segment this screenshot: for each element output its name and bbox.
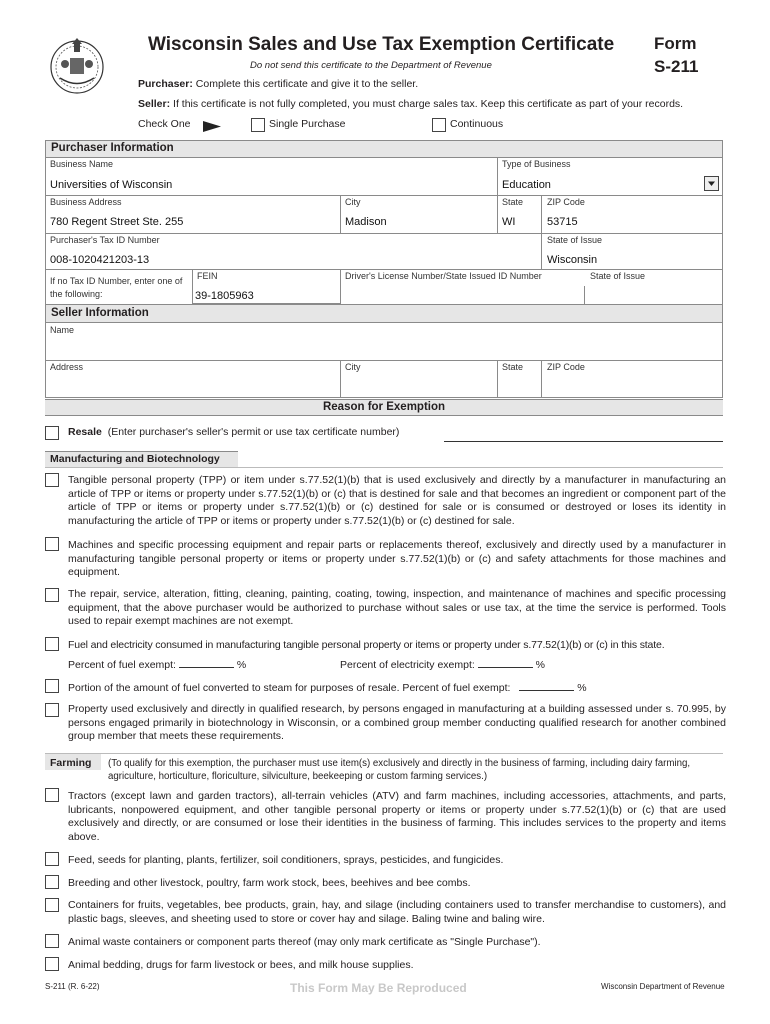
reason-section-title: Reason for Exemption bbox=[322, 401, 446, 413]
dl-state-of-issue-label: State of Issue bbox=[590, 271, 646, 281]
state-field[interactable]: WI bbox=[502, 216, 516, 228]
seller-state-label: State bbox=[502, 362, 524, 372]
resale-checkbox[interactable] bbox=[45, 426, 59, 440]
seller-city-label: City bbox=[345, 362, 361, 372]
farm-containers-text: Containers for fruits, vegetables, bee products, grain, hay, and silage (including containers used to transfer merchandise to customers), and plastic bags, sleeves, and sheeting used to store or cover hay and silage. Baling twine and baling wire. bbox=[68, 899, 726, 925]
seller-address-field[interactable] bbox=[50, 376, 338, 396]
drivers-license-label: Driver's License Number/State Issued ID Number bbox=[345, 271, 542, 281]
form-subtitle: Do not send this certificate to the Department of Revenue bbox=[250, 60, 492, 71]
type-of-business-select[interactable]: Education bbox=[502, 179, 551, 191]
mfg-machines-checkbox[interactable] bbox=[45, 537, 59, 551]
farm-tractors-text: Tractors (except lawn and garden tractors), all-terrain vehicles (ATV) and farm machines, including accessories, attachments, and parts, lubricants, nonpowered equipment, and other tangible personal property or items or property under s.77.52(1)(b) or (c) that are used exclusively and directly, or are consumed or lose their identities in the business of farming. This includes services to the property and items above. bbox=[68, 790, 726, 843]
resale-permit-field[interactable] bbox=[444, 427, 723, 442]
form-revision: S-211 (R. 6-22) bbox=[45, 982, 100, 991]
mfg-fuel-text: Fuel and electricity consumed in manufacturing tangible personal property or items or property under s.77.52(1)(b) or (c) in this state. bbox=[68, 639, 665, 651]
reproduced-note: This Form May Be Reproduced bbox=[290, 981, 467, 995]
arrow-right-icon bbox=[203, 119, 221, 137]
department-name: Wisconsin Department of Revenue bbox=[601, 982, 725, 991]
business-address-field[interactable]: 780 Regent Street Ste. 255 bbox=[50, 216, 184, 228]
single-purchase-label: Single Purchase bbox=[269, 118, 346, 130]
single-purchase-checkbox[interactable] bbox=[251, 118, 265, 132]
electricity-percent-row: Percent of electricity exempt: % bbox=[340, 659, 545, 671]
purchaser-section-title: Purchaser Information bbox=[51, 142, 174, 154]
mfg-repair-text: The repair, service, alteration, fitting, cleaning, painting, coating, towing, inspection, and maintenance of machines and specific processing equipment, that the above purchaser would be authorized to purchase without sales or use tax, at the time the service is performed. Tools used to repair exempt machines are not exempt. bbox=[68, 588, 726, 628]
farm-livestock-checkbox[interactable] bbox=[45, 875, 59, 889]
form-title: Wisconsin Sales and Use Tax Exemption Certificate bbox=[148, 34, 615, 55]
city-label: City bbox=[345, 197, 361, 207]
farm-containers-checkbox[interactable] bbox=[45, 898, 59, 912]
mfg-repair-checkbox[interactable] bbox=[45, 588, 59, 602]
mfg-research-checkbox[interactable] bbox=[45, 703, 59, 717]
electricity-percent-field[interactable] bbox=[478, 657, 533, 668]
mfg-machines-text: Machines and specific processing equipment and repair parts or replacements thereof, exclusively and directly used by a manufacturer in manufacturing tangible personal property or items or property under s.77.52(1)(b) or (c) and safety attachments for those machines and equipment. bbox=[68, 539, 726, 579]
business-name-label: Business Name bbox=[50, 159, 114, 169]
state-label: State bbox=[502, 197, 524, 207]
farm-section-title: Farming bbox=[50, 757, 92, 769]
farm-tractors-checkbox[interactable] bbox=[45, 788, 59, 802]
tax-id-field[interactable]: 008-1020421203-13 bbox=[50, 254, 150, 266]
continuous-checkbox[interactable] bbox=[432, 118, 446, 132]
farm-feed-text: Feed, seeds for planting, plants, fertilizer, soil conditioners, sprays, pesticides, and fungicides. bbox=[68, 854, 504, 866]
fuel-percent-row: Percent of fuel exempt: % bbox=[68, 659, 247, 671]
farm-livestock-text: Breeding and other livestock, poultry, farm work stock, bees, beehives and bee combs. bbox=[68, 877, 471, 889]
mfg-section-title: Manufacturing and Biotechnology bbox=[50, 453, 220, 465]
fein-field[interactable]: 39-1805963 bbox=[195, 290, 254, 302]
farm-note: (To qualify for this exemption, the purchaser must use item(s) exclusively and directly in the business of farming, including dairy farming, agriculture, horticulture, floriculture, silviculture, beekeeping or custom farming services.) bbox=[108, 758, 691, 782]
form-label: Form bbox=[654, 34, 697, 53]
farm-animal-waste-text: Animal waste containers or component parts thereof (may only mark certificate as "Single Purchase"). bbox=[68, 936, 541, 948]
farm-feed-checkbox[interactable] bbox=[45, 852, 59, 866]
state-of-issue-field[interactable]: Wisconsin bbox=[547, 254, 598, 266]
business-address-label: Business Address bbox=[50, 197, 122, 207]
form-number: S-211 bbox=[654, 57, 699, 76]
tax-id-label: Purchaser's Tax ID Number bbox=[50, 235, 160, 245]
continuous-label: Continuous bbox=[450, 118, 504, 130]
farm-bedding-text: Animal bedding, drugs for farm livestock or bees, and milk house supplies. bbox=[68, 959, 414, 971]
seller-section-title: Seller Information bbox=[51, 307, 149, 319]
purchaser-instruction: Purchaser: Complete this certificate and give it to the seller. bbox=[138, 78, 419, 90]
seller-name-field[interactable] bbox=[50, 338, 720, 358]
seller-name-label: Name bbox=[50, 325, 75, 335]
zip-label: ZIP Code bbox=[547, 197, 585, 207]
fein-label: FEIN bbox=[197, 271, 218, 281]
no-tax-id-note: If no Tax ID Number, enter one of the following: bbox=[50, 276, 183, 299]
mfg-steam-text: Portion of the amount of fuel converted to steam for purposes of resale. Percent of fuel exempt: % bbox=[68, 682, 587, 694]
seller-zip-label: ZIP Code bbox=[547, 362, 585, 372]
mfg-tpp-checkbox[interactable] bbox=[45, 473, 59, 487]
business-name-field[interactable]: Universities of Wisconsin bbox=[50, 179, 173, 191]
city-field[interactable]: Madison bbox=[345, 216, 387, 228]
check-one-label: Check One bbox=[138, 118, 191, 130]
chevron-down-icon[interactable] bbox=[704, 176, 719, 191]
seller-instruction: Seller: If this certificate is not fully completed, you must charge sales tax. Keep this certificate as part of your records. bbox=[138, 98, 684, 110]
mfg-research-text: Property used exclusively and directly in qualified research, by persons engaged in manufacturing at a building assessed under s. 70.995, by persons engaged primarily in biotechnology in Wisconsin, or a combined group member conducting qualified research for another combined group member that meets these requirements. bbox=[68, 703, 726, 743]
farm-bedding-checkbox[interactable] bbox=[45, 957, 59, 971]
mfg-fuel-checkbox[interactable] bbox=[45, 637, 59, 651]
fuel-percent-field[interactable] bbox=[179, 657, 234, 668]
steam-percent-field[interactable] bbox=[519, 680, 574, 691]
seller-address-label: Address bbox=[50, 362, 84, 372]
state-of-issue-label: State of Issue bbox=[547, 235, 603, 245]
zip-field[interactable]: 53715 bbox=[547, 216, 578, 228]
resale-label: Resale (Enter purchaser's seller's permit or use tax certificate number) bbox=[68, 426, 400, 438]
mfg-tpp-text: Tangible personal property (TPP) or item under s.77.52(1)(b) that is used exclusively and directly by a manufacturer in manufacturing an article of TPP or items or property under s.77.52(1)(b) or (c) that is destined for sale and that becomes an ingredient or component part of the article of TPP or items or property under s.77.52(1)(b) or (c) destined for sale or is consumed or destroyed or loses its identity in manufacturing the article of TPP or items or property under s.77.52(1)(b) or (c) destined for sale. bbox=[68, 474, 726, 527]
type-of-business-label: Type of Business bbox=[502, 159, 571, 169]
mfg-steam-checkbox[interactable] bbox=[45, 679, 59, 693]
farm-animal-waste-checkbox[interactable] bbox=[45, 934, 59, 948]
state-seal-icon bbox=[48, 34, 106, 96]
